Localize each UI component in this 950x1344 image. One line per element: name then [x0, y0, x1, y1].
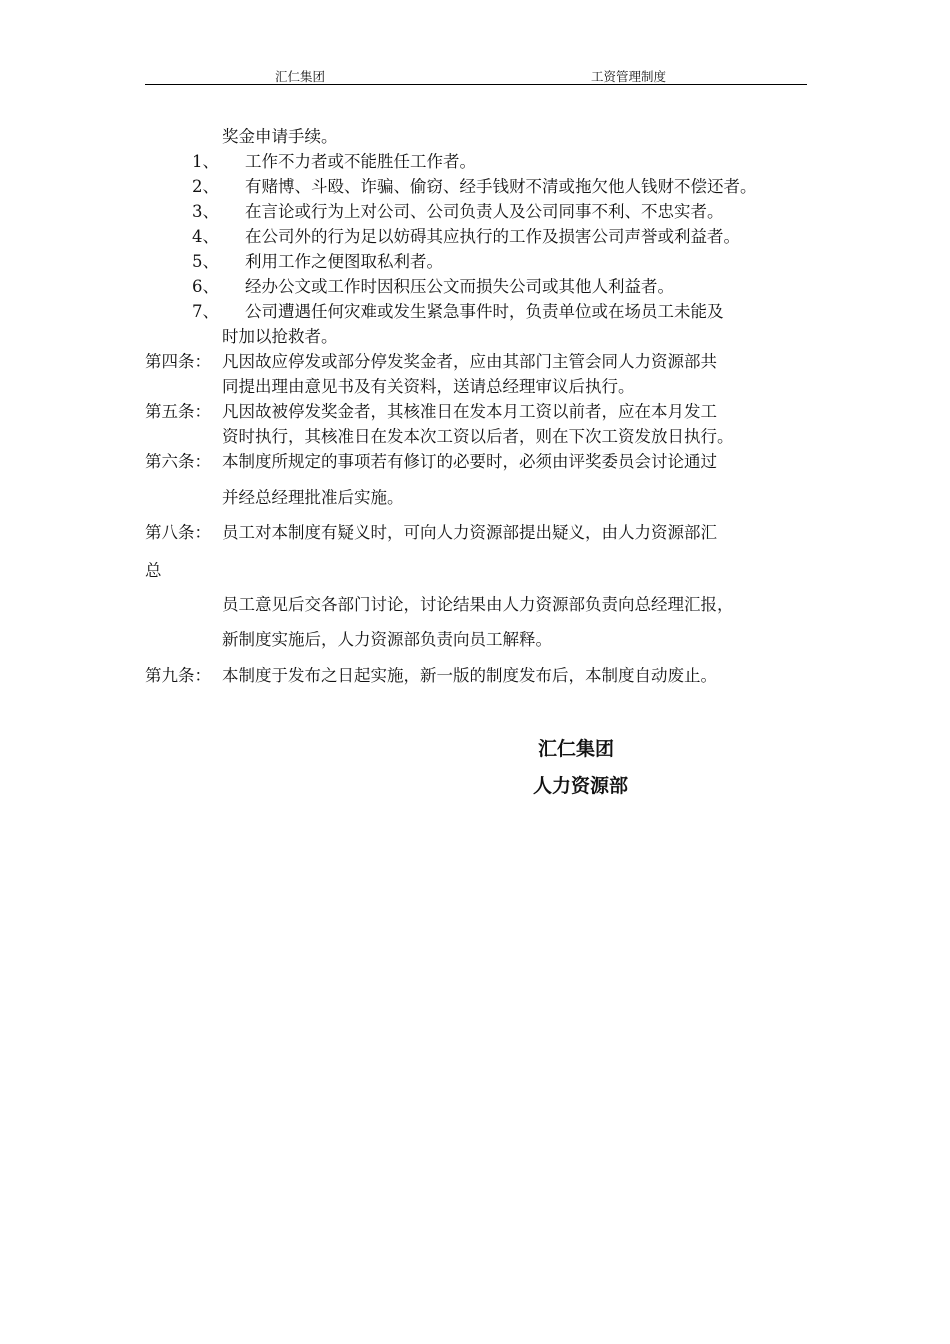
- article-8-line-1: 员工对本制度有疑义时，可向人力资源部提出疑义，由人力资源部汇: [222, 523, 717, 542]
- list-item-1-text: 工作不力者或不能胜任工作者。: [245, 152, 476, 171]
- list-item-3-text: 在言论或行为上对公司、公司负责人及公司同事不利、不忠实者。: [245, 202, 724, 221]
- list-item-5-text: 利用工作之便图取私利者。: [245, 252, 443, 271]
- list-item-7-text: 公司遭遇任何灾难或发生紧急事件时，负责单位或在场员工未能及: [245, 302, 724, 321]
- intro-line: 奖金申请手续。: [222, 127, 338, 146]
- article-5-line-1: 凡因故被停发奖金者，其核准日在发本月工资以前者，应在本月发工: [222, 402, 717, 421]
- article-4-label: 第四条：: [145, 352, 211, 371]
- list-item-1-number: 1、: [192, 152, 219, 171]
- article-9-label: 第九条：: [145, 666, 211, 685]
- list-item-4-number: 4、: [192, 227, 219, 246]
- signature-company: 汇仁集团: [538, 738, 615, 760]
- article-4-line-2: 同提出理由意见书及有关资料，送请总经理审议后执行。: [222, 377, 635, 396]
- article-8-wrap: 总: [145, 561, 162, 580]
- article-4-line-1: 凡因故应停发或部分停发奖金者，应由其部门主管会同人力资源部共: [222, 352, 717, 371]
- article-8-label: 第八条：: [145, 523, 211, 542]
- signature-department: 人力资源部: [533, 775, 629, 797]
- page-header: [145, 64, 807, 85]
- article-9-line-1: 本制度于发布之日起实施，新一版的制度发布后，本制度自动废止。: [222, 666, 717, 685]
- article-8-line-3: 新制度实施后，人力资源部负责向员工解释。: [222, 630, 552, 649]
- list-item-5-number: 5、: [192, 252, 219, 271]
- list-item-2-number: 2、: [192, 177, 219, 196]
- article-5-label: 第五条：: [145, 402, 211, 421]
- header-company: 汇仁集团: [275, 69, 326, 84]
- article-6-label: 第六条：: [145, 452, 211, 471]
- header-doc-title: 工资管理制度: [591, 69, 667, 84]
- article-6-line-2: 并经总经理批准后实施。: [222, 488, 404, 507]
- article-6-line-1: 本制度所规定的事项若有修订的必要时，必须由评奖委员会讨论通过: [222, 452, 717, 471]
- list-item-6-number: 6、: [192, 277, 219, 296]
- list-item-2-text: 有赌博、斗殴、诈骗、偷窃、经手钱财不清或拖欠他人钱财不偿还者。: [245, 177, 757, 196]
- list-item-6-text: 经办公文或工作时因积压公文而损失公司或其他人利益者。: [245, 277, 674, 296]
- list-item-7-continuation: 时加以抢救者。: [222, 327, 338, 346]
- list-item-3-number: 3、: [192, 202, 219, 221]
- list-item-4-text: 在公司外的行为足以妨碍其应执行的工作及损害公司声誉或利益者。: [245, 227, 740, 246]
- article-5-line-2: 资时执行，其核准日在发本次工资以后者，则在下次工资发放日执行。: [222, 427, 734, 446]
- article-8-line-2: 员工意见后交各部门讨论，讨论结果由人力资源部负责向总经理汇报，: [222, 595, 734, 614]
- list-item-7-number: 7、: [192, 302, 219, 321]
